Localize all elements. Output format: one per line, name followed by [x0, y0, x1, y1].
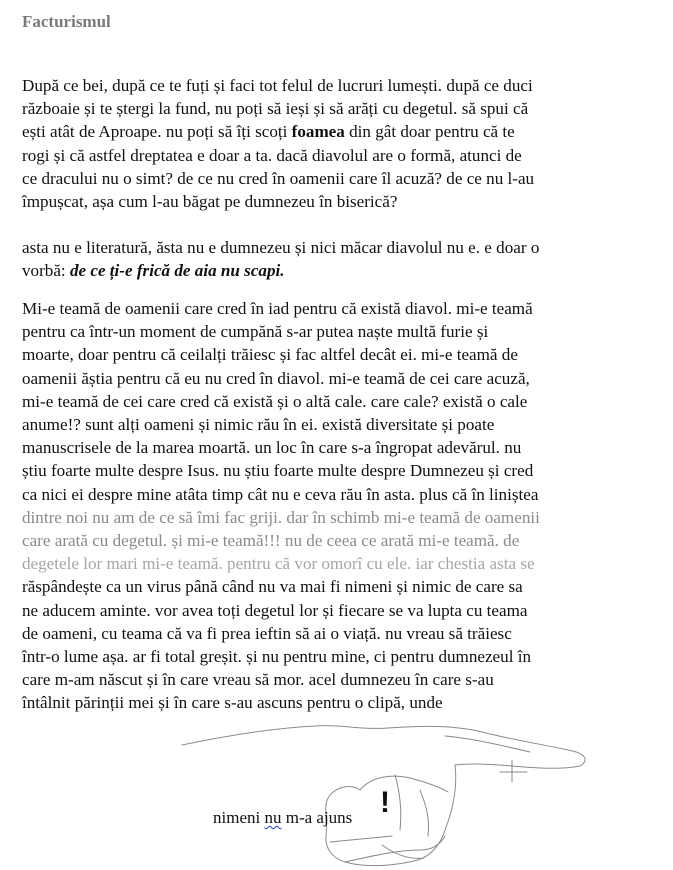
bold-word: foamea	[291, 122, 345, 142]
text-line: știu foarte multe despre Isus. nu știu foarte multe despre Dumnezeu și cred	[22, 461, 534, 481]
text-line: asta nu e literatură, ăsta nu e dumnezeu și nici măcar diavolul nu e. e doar o	[22, 238, 540, 257]
text-line: Mi-e teamă de oamenii care cred în iad pentru că există diavol. mi-e teamă	[22, 299, 533, 318]
paragraph-1	[22, 74, 652, 213]
text-run: nimeni	[213, 808, 265, 827]
text-line-faded: care arată cu degetul. și mi-e teamă!!! nu de ceea ce arată mi-e teamă. de	[22, 531, 520, 551]
exclamation-mark: !	[380, 786, 390, 819]
text-line: anume!? sunt alți oameni și nimic rău în ei. există diversitate și poate	[22, 415, 495, 435]
text-line: ne aducem aminte. vor avea toți degetul lor și fiecare se va lupta cu teama	[22, 600, 528, 620]
text-line: răspândește ca un virus până când nu va mai fi nimeni și nimic de care sa	[22, 577, 523, 597]
text-line: împușcat, așa cum l-au băgat pe dumnezeu în biserică?	[22, 192, 398, 212]
text-line	[22, 120, 652, 143]
text-line: oamenii ăștia pentru că eu nu cred în diavol. mi-e teamă de cei care acuză,	[22, 368, 530, 388]
text-run: ești atât de Aproape. nu poți să îți scoți	[22, 122, 292, 142]
document-title: Facturismul	[22, 12, 111, 31]
text-line: întâlnit părinții mei și în care s-au ascuns pentru o clipă, unde	[22, 693, 443, 713]
spellcheck-word: nu	[264, 808, 282, 827]
paragraph-3	[22, 297, 652, 715]
text-line: manuscrisele de la marea moartă. un loc în care s-a îngropat adevărul. nu	[22, 438, 522, 458]
text-line: de oameni, cu teama că va fi prea ieftin să ai o viață. nu vreau să trăiesc	[22, 623, 512, 643]
closing-line	[213, 808, 352, 828]
text-line-faded: degetele lor mari mi-e teamă. pentru că vor omorî cu ele. iar chestia asta se	[22, 554, 535, 574]
text-line: După ce bei, după ce te fuți și faci tot felul de lucruri lumești. după ce duci	[22, 76, 533, 95]
emphasized-phrase: de ce ți-e frică de aia nu scapi.	[69, 261, 285, 281]
text-line	[22, 259, 652, 282]
text-line: într-o lume așa. ar fi total greșit. și nu pentru mine, ci pentru dumnezeul în	[22, 647, 532, 667]
text-run: m-a ajuns	[281, 808, 353, 827]
text-run: din gât doar pentru că te	[344, 122, 515, 142]
text-line: pentru ca într-un moment de cumpănă s-ar putea naște multă furie și	[22, 322, 489, 342]
text-run: vorbă:	[22, 261, 70, 281]
text-line: ca nici ei despre mine atâta timp cât nu e ceva rău în asta. plus că în liniștea	[22, 484, 539, 504]
text-line: moarte, doar pentru că ceilalți trăiesc și fac altfel decât ei. mi-e teamă de	[22, 345, 518, 365]
text-line: ce dracului nu o simt? de ce nu cred în oamenii care îl acuză? de ce nu l-au	[22, 168, 535, 188]
paragraph-2	[22, 236, 652, 282]
text-line: care m-am născut și în care vreau să mor. acel dumnezeu în care s-au	[22, 670, 494, 690]
text-line: războaie și te ștergi la fund, nu poți să ieși și să arăți cu degetul. să spui că	[22, 99, 529, 119]
text-line-faded: dintre noi nu am de ce să îmi fac griji. dar în schimb mi-e teamă de oamenii	[22, 507, 540, 527]
text-line: rogi și că astfel dreptatea e doar a ta. dacă diavolul are o formă, atunci de	[22, 145, 522, 165]
text-line: mi-e teamă de cei care cred că există și o altă cale. care cale? există o cale	[22, 391, 528, 411]
